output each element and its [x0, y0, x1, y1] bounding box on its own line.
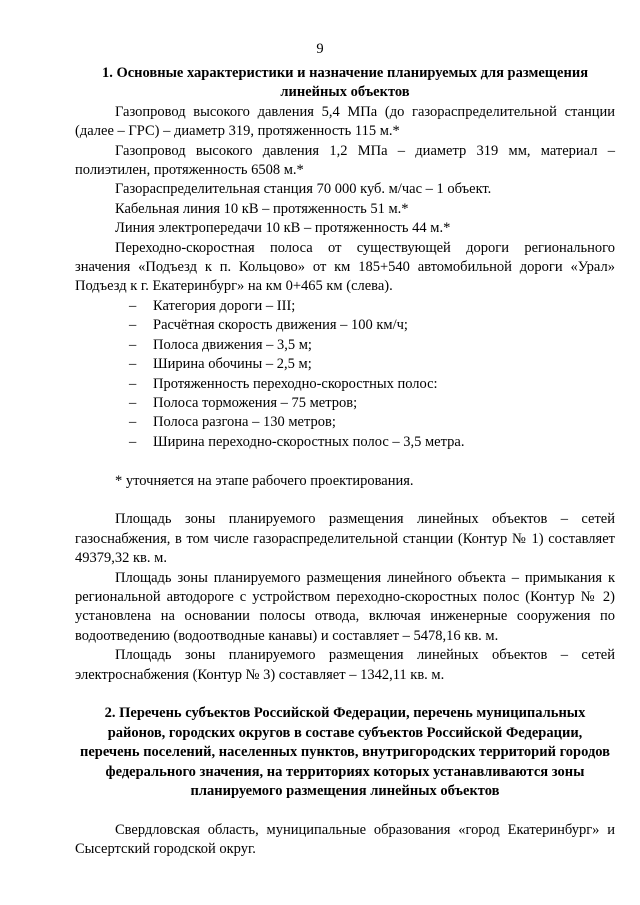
list-item: – Полоса разгона – 130 метров; [75, 413, 615, 432]
list-item: – Полоса движения – 3,5 м; [75, 336, 615, 355]
paragraph: Газопровод высокого давления 5,4 МПа (до газораспределительной станции (далее – ГРС) – диаметр 319, протяженность 115 м.* [75, 103, 615, 140]
paragraph: Газораспределительная станция 70 000 куб. м/час – 1 объект. [115, 181, 492, 198]
paragraph: Переходно-скоростная полоса от существующей дороги регионального значения «Подъезд к п. Кольцово» от км 185+540 автомобильной дороги «Урал» Подъезд к г. Екатеринбург» на км 0+465 км (слева). [75, 239, 615, 295]
area-paragraph: Площадь зоны планируемого размещения линейных объектов – сетей электроснабжения (Контур № 3) составляет – 1342,11 кв. м. [75, 647, 615, 683]
list-item: – Полоса торможения – 75 метров; [75, 394, 615, 413]
page-number: 9 [316, 41, 324, 57]
paragraph: Линия электропередачи 10 кВ – протяженность 44 м.* [115, 220, 451, 237]
paragraph: Газопровод высокого давления 1,2 МПа – диаметр 319 мм, материал – полиэтилен, протяженность 6508 м.* [75, 142, 615, 179]
section-2-heading: 2. Перечень субъектов Российской Федерации, перечень муниципальных районов, городских округов в составе субъектов Российской Федерации, перечень поселений, населенных пунктов, внутригородских территорий городов федерального значения, на территориях которых устанавливаются зоны планируемого размещения линейных объектов [80, 705, 610, 799]
list-marker: – [129, 375, 137, 392]
list-item: – Протяженность переходно-скоростных полос: [75, 375, 615, 394]
list-marker: – [129, 336, 137, 353]
footnote: * уточняется на этапе рабочего проектирования. [115, 472, 414, 489]
list-marker: – [129, 414, 137, 431]
page-content [75, 64, 615, 860]
list-marker: – [129, 356, 137, 373]
area-paragraph: Площадь зоны планируемого размещения линейного объекта – примыкания к региональной автодороге с устройством переходно-скоростных полос (Контур № 2) установлена на основании полосы отвода, включая инженерные сооружения по водоотведению (водоотводные канавы) и составляет – 5478,16 кв. м. [75, 569, 615, 644]
list-item: – Расчётная скорость движения – 100 км/ч; [75, 316, 615, 335]
list-item: – Ширина переходно-скоростных полос – 3,5 метра. [75, 433, 615, 452]
paragraph: Кабельная линия 10 кВ – протяженность 51 м.* [115, 200, 409, 217]
list-marker: – [129, 297, 137, 314]
list-marker: – [129, 394, 137, 411]
road-parameters-list [75, 297, 615, 452]
list-item: – Ширина обочины – 2,5 м; [75, 355, 615, 374]
section-2-text: Свердловская область, муниципальные образования «город Екатеринбург» и Сысертский городской округ. [75, 821, 615, 858]
area-paragraph: Площадь зоны планируемого размещения линейных объектов – сетей газоснабжения, в том числе газораспределительной станции (Контур № 1) составляет 49379,32 кв. м. [75, 511, 615, 567]
list-marker: – [129, 433, 137, 450]
list-item: – Категория дороги – III; [75, 297, 615, 316]
section-1-heading: 1. Основные характеристики и назначение планируемых для размещения линейных объектов [101, 65, 589, 101]
list-marker: – [129, 317, 137, 334]
